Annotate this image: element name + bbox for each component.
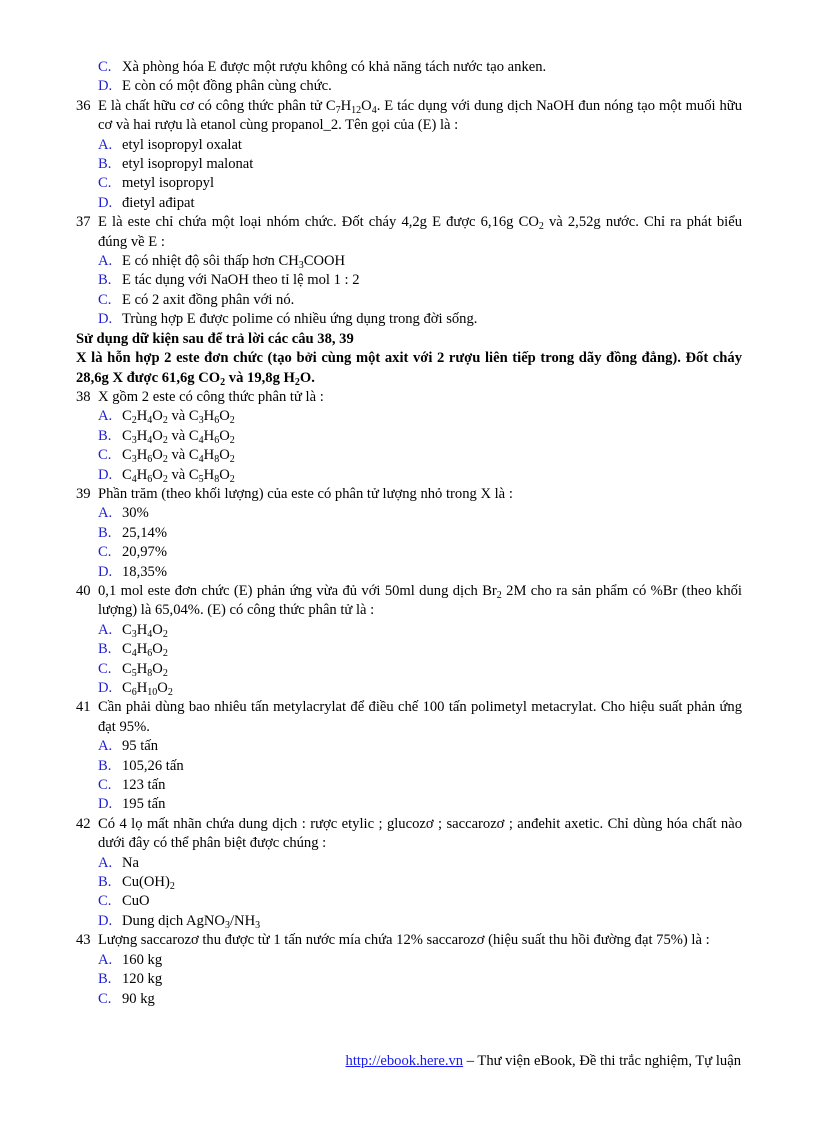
q39-option-b <box>76 524 742 543</box>
q36-option-b <box>76 155 742 174</box>
q35-option-c <box>76 58 742 77</box>
option-text: 95 tấn <box>122 738 159 755</box>
option-text: Xà phòng hóa E được một rượu không có khả năng tách nước tạo anken. <box>122 59 547 75</box>
option-text: E có nhiệt độ sôi thấp hơn $CH_3COOH$ <box>122 253 346 272</box>
q41-option-b <box>76 757 742 776</box>
option-text: etyl isopropyl oxalat <box>122 136 242 153</box>
option-text: 90 kg <box>122 990 155 1007</box>
q42-option-a <box>76 854 742 873</box>
option-letter: D. <box>98 466 113 483</box>
option-text: Na <box>122 854 140 871</box>
option-letter: C. <box>98 291 112 308</box>
option-text: $C_6H_{10}O_2$ <box>122 680 173 698</box>
option-letter: D. <box>98 680 113 696</box>
shared-data-heading: Sử dụng dữ kiện sau để trả lời các câu 38, 39 <box>76 330 354 347</box>
q39-option-c <box>76 543 742 562</box>
option-letter: B. <box>98 427 112 444</box>
q43-option-c <box>76 990 742 1009</box>
question-text: Cần phải dùng bao nhiêu tấn metylacrylat để điều chế 100 tấn polimetyl metacrylat. Cho hiệu suất phản ứng đạt 95%. <box>98 699 742 735</box>
option-text: $C_5H_8O_2$ <box>122 660 168 679</box>
option-text: etyl isopropyl malonat <box>122 156 254 173</box>
question-40 <box>76 582 742 621</box>
page-footer <box>346 1052 741 1071</box>
q36-option-c <box>76 174 742 193</box>
option-text: 25,14% <box>122 524 167 541</box>
q39-option-a <box>76 504 742 523</box>
question-text: Có 4 lọ mất nhãn chứa dung dịch : rược etylic ; glucozơ ; saccarozơ ; anđehit axetic. Chỉ dùng hóa chất nào dưới đây có thể phân biệt được chúng : <box>98 815 742 852</box>
option-text: 120 kg <box>122 971 163 988</box>
question-37 <box>76 213 742 252</box>
option-text: đietyl ađipat <box>122 194 195 211</box>
q38-option-a <box>76 407 742 426</box>
q38-option-b <box>76 427 742 446</box>
option-letter: A. <box>98 253 113 270</box>
q43-option-b <box>76 970 742 989</box>
option-text: 160 kg <box>122 951 163 968</box>
option-text: CuO <box>122 893 150 910</box>
option-letter: C. <box>98 59 112 75</box>
q42-option-d <box>76 912 742 931</box>
q37-option-d <box>76 310 742 329</box>
q43-option-a <box>76 951 742 970</box>
question-number: 38 <box>76 388 91 405</box>
option-text: $C_3H_4O_2$ và $C_4H_6O_2$ <box>122 427 235 446</box>
question-text: Phần trăm (theo khối lượng) của este có phân tử lượng nhỏ trong X là : <box>98 485 513 502</box>
option-letter: C. <box>98 447 112 464</box>
option-letter: D. <box>98 78 113 95</box>
option-letter: A. <box>98 951 113 968</box>
option-letter: B. <box>98 524 112 541</box>
q36-option-a <box>76 136 742 155</box>
option-letter: B. <box>98 641 112 658</box>
option-letter: A. <box>98 408 113 425</box>
question-text: X gồm 2 este có công thức phân tử là : <box>98 388 324 405</box>
option-letter: B. <box>98 971 112 988</box>
option-text: 123 tấn <box>122 777 166 794</box>
q35-option-d <box>76 77 742 96</box>
option-letter: A. <box>98 136 113 153</box>
q40-option-a <box>76 621 742 640</box>
option-letter: C. <box>98 990 112 1007</box>
option-text: $C_3H_6O_2$ và $C_4H_8O_2$ <box>122 447 235 466</box>
question-38 <box>76 388 742 407</box>
question-number: 40 <box>76 582 91 599</box>
option-text: metyl isopropyl <box>122 175 215 192</box>
option-text: 20,97% <box>122 544 167 561</box>
option-letter: B. <box>98 156 112 173</box>
option-text: Trùng hợp E được polime có nhiều ứng dụng trong đời sống. <box>122 311 478 328</box>
question-36 <box>76 97 742 136</box>
option-letter: B. <box>98 272 112 289</box>
option-letter: B. <box>98 874 112 891</box>
question-number: 41 <box>76 699 91 716</box>
document-page <box>76 58 742 1009</box>
option-letter: D. <box>98 912 113 929</box>
option-letter: C. <box>98 777 112 794</box>
option-letter: A. <box>98 854 113 871</box>
option-text: 30% <box>122 505 149 522</box>
footer-link[interactable]: http://ebook.here.vn <box>345 1053 464 1069</box>
q37-option-c <box>76 291 742 310</box>
option-letter: A. <box>98 621 113 638</box>
question-number: 43 <box>76 932 91 949</box>
question-number: 42 <box>76 815 91 832</box>
option-letter: C. <box>98 893 112 910</box>
question-text: 0,1 mol este đơn chức (E) phản ứng vừa đủ với 50ml dung dịch $Br_2$ 2M cho ra sản phẩm có %Br (theo khối lượng) là 65,04%. (E) có công thức phân tử là : <box>98 582 742 619</box>
option-text: $C_4H_6O_2$ <box>122 641 168 660</box>
option-text: Dung dịch $AgNO_3/NH_3$ <box>122 912 261 931</box>
option-letter: A. <box>98 505 113 522</box>
option-letter: D. <box>98 563 113 580</box>
option-text: $Cu(OH)_2$ <box>122 874 175 893</box>
option-letter: C. <box>98 175 112 192</box>
option-letter: D. <box>98 796 113 813</box>
question-42 <box>76 815 742 854</box>
q42-option-c <box>76 892 742 911</box>
question-43 <box>76 931 742 950</box>
q39-option-d <box>76 563 742 582</box>
question-text: E là este chỉ chứa một loại nhóm chức. Đốt cháy 4,2g E được 6,16g $CO_2$ và 2,52g nước. Chỉ ra phát biểu đúng về E : <box>98 214 742 250</box>
option-text: $C_2H_4O_2$ và $C_3H_6O_2$ <box>122 408 235 427</box>
option-letter: B. <box>98 757 112 774</box>
q40-option-c <box>76 660 742 679</box>
question-text: E là chất hữu cơ có công thức phân tử $C_7H_{12}O_4$. E tác dụng với dung dịch NaOH đun nóng tạo một muối hữu cơ và hai rượu là etanol cùng propanol_2. Tên gọi của (E) là : <box>98 97 742 134</box>
option-letter: D. <box>98 194 113 211</box>
q41-option-a <box>76 737 742 756</box>
option-text: E tác dụng với NaOH theo tỉ lệ mol 1 : 2 <box>122 272 360 289</box>
q41-option-d <box>76 795 742 814</box>
q40-option-b <box>76 640 742 659</box>
q38-option-d <box>76 466 742 485</box>
question-number: 39 <box>76 485 91 502</box>
option-letter: C. <box>98 660 112 677</box>
option-letter: D. <box>98 311 113 328</box>
option-text: 195 tấn <box>122 796 166 813</box>
q36-option-d <box>76 194 742 213</box>
q37-option-b <box>76 271 742 290</box>
option-letter: C. <box>98 544 112 561</box>
question-number: 36 <box>76 97 91 114</box>
option-text: $C_4H_6O_2$ và $C_5H_8O_2$ <box>122 466 235 485</box>
q37-option-a <box>76 252 742 271</box>
q38-option-c <box>76 446 742 465</box>
shared-data-text: X là hỗn hợp 2 este đơn chức (tạo bởi cùng một axit với 2 rượu liên tiếp trong dãy đồng đẳng). Đốt cháy 28,6g X được 61,6g $CO_2$ và 19,8g $H_2O$. <box>76 350 742 388</box>
option-text: 18,35% <box>122 563 167 580</box>
question-41 <box>76 698 742 737</box>
question-39 <box>76 485 742 504</box>
option-letter: A. <box>98 738 113 755</box>
option-text: E có 2 axit đồng phân với nó. <box>122 291 295 308</box>
option-text: $C_3H_4O_2$ <box>122 621 168 640</box>
q40-option-d <box>76 679 742 698</box>
question-text: Lượng saccarozơ thu được từ 1 tấn nước mía chứa 12% saccarozơ (hiệu suất thu hồi đường đạt 75%) là : <box>98 932 710 949</box>
option-text: 105,26 tấn <box>122 757 184 774</box>
q41-option-c <box>76 776 742 795</box>
question-number: 37 <box>76 214 91 231</box>
q42-option-b <box>76 873 742 892</box>
option-text: E còn có một đồng phân cùng chức. <box>122 78 332 95</box>
footer-text: – Thư viện eBook, Đề thi trắc nghiệm, Tự luận <box>463 1053 741 1069</box>
